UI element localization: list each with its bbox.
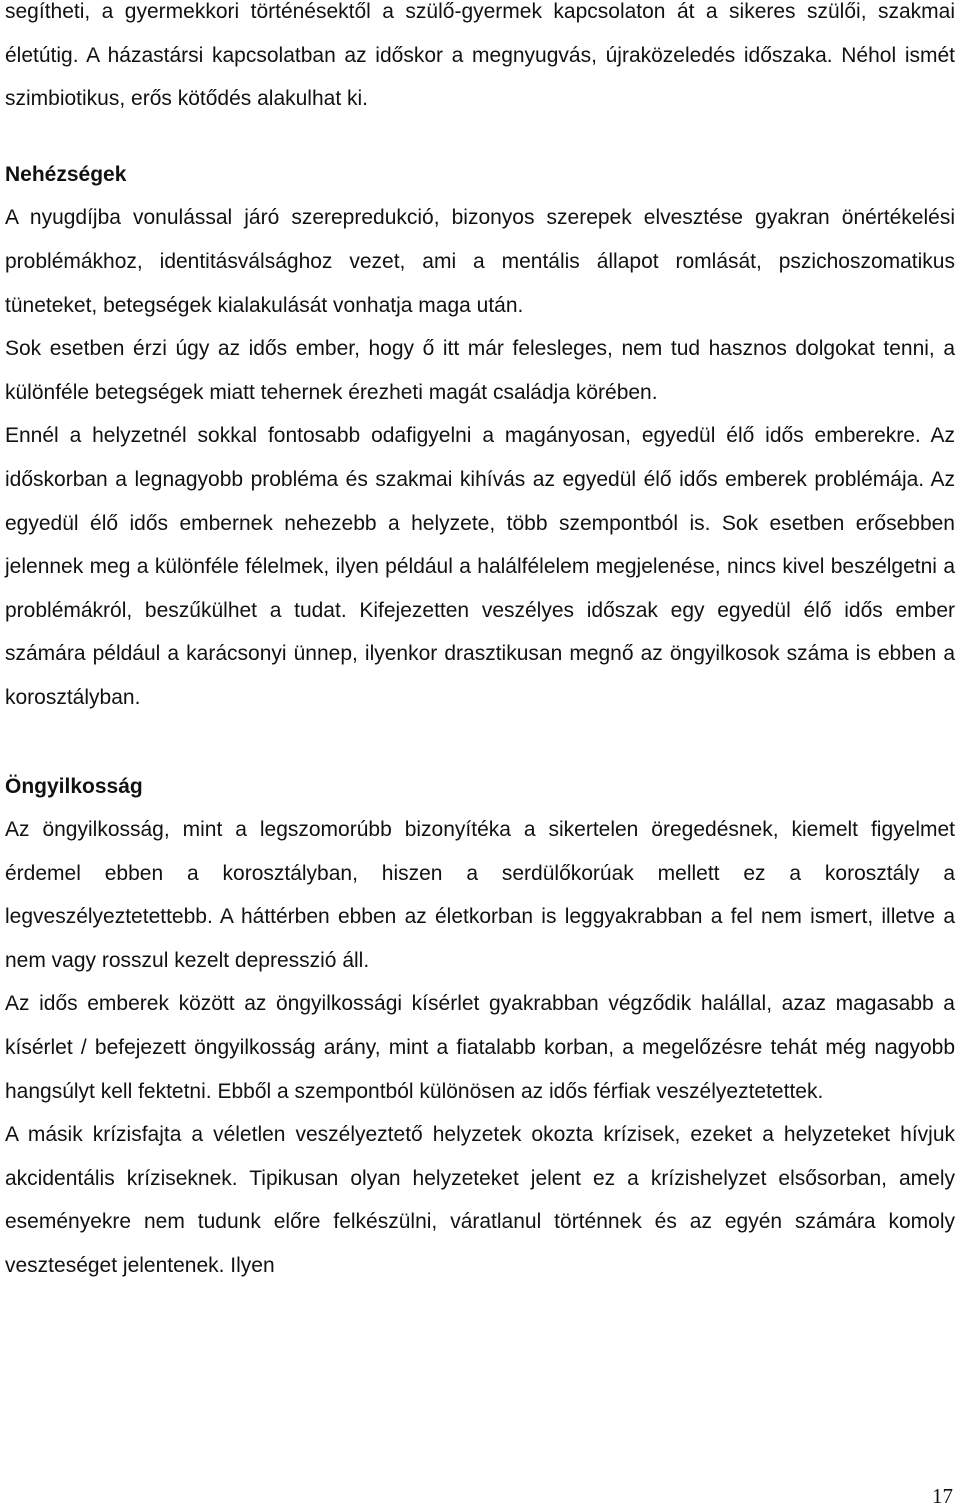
intro-paragraph: segítheti, a gyermekkori történésektől a szülő-gyermek kapcsolaton át a sikeres szülői, szakmai életútig. A házastársi kapcsolatban az időskor a megnyugvás, újraközeledés időszaka. Néhol ismét szimbiotikus, erős kötődés alakulhat ki. [5, 0, 955, 111]
page-number: 17 [932, 1484, 953, 1508]
body-paragraph: Az idős emberek között az öngyilkossági kísérlet gyakrabban végződik halállal, azaz magasabb a kísérlet / befejezett öngyilkosság arány, mint a fiatalabb korban, a megelőzésre tehát még nagyobb hangsúlyt kell fektetni. Ebből a szempontból különösen az idős férfiak veszélyeztetettek. [5, 992, 955, 1103]
body-paragraph: Sok esetben érzi úgy az idős ember, hogy ő itt már felesleges, nem tud hasznos dolgokat tenni, a különféle betegségek miatt tehernek érezheti magát családja körében. [5, 337, 955, 404]
body-paragraph: A másik krízisfajta a véletlen veszélyeztető helyzetek okozta krízisek, ezeket a helyzeteket hívjuk akcidentális kríziseknek. Tipikusan olyan helyzeteket jelent ez a krízishelyzet elsősorban, amely eseményekre nem tudunk előre felkészülni, váratlanul történnek és az egyén számára komoly veszteséget jelentenek. Ilyen [5, 1123, 955, 1278]
body-paragraph: Ennél a helyzetnél sokkal fontosabb odafigyelni a magányosan, egyedül élő idős emberekre. Az időskorban a legnagyobb probléma és szakmai kihívás az egyedül élő idős emberek problémája. Az egyedül élő idős embernek nehezebb a helyzete, több szempontból is. Sok esetben erősebben jelennek meg a különféle félelmek, ilyen például a halálfélelem megjelenése, nincs kivel beszélgetni a problémákról, beszűkülhet a tudat. Kifejezetten veszélyes időszak egy egyedül élő idős ember számára például a karácsonyi ünnep, ilyenkor drasztikusan megnő az öngyilkosok száma is ebben a korosztályban. [5, 424, 955, 709]
body-paragraph: Az öngyilkosság, mint a legszomorúbb bizonyítéka a sikertelen öregedésnek, kiemelt figyelmet érdemel ebben a korosztályban, hiszen a serdülőkorúak mellett ez a korosztály a legveszélyeztetettebb. A háttérben ebben az életkorban is leggyakrabban a fel nem ismert, illetve a nem vagy rosszul kezelt depresszió áll. [5, 818, 955, 972]
document-page [5, 0, 955, 1288]
body-paragraph: A nyugdíjba vonulással járó szerepredukció, bizonyos szerepek elvesztése gyakran önértékelési problémákhoz, identitásválsághoz vezet, ami a mentális állapot romlását, pszichoszomatikus tüneteket, betegségek kialakulását vonhatja maga után. [5, 206, 955, 317]
section-heading-ongyilkossag: Öngyilkosság [5, 774, 143, 798]
section-heading-nehezsegek: Nehézségek [5, 162, 127, 186]
